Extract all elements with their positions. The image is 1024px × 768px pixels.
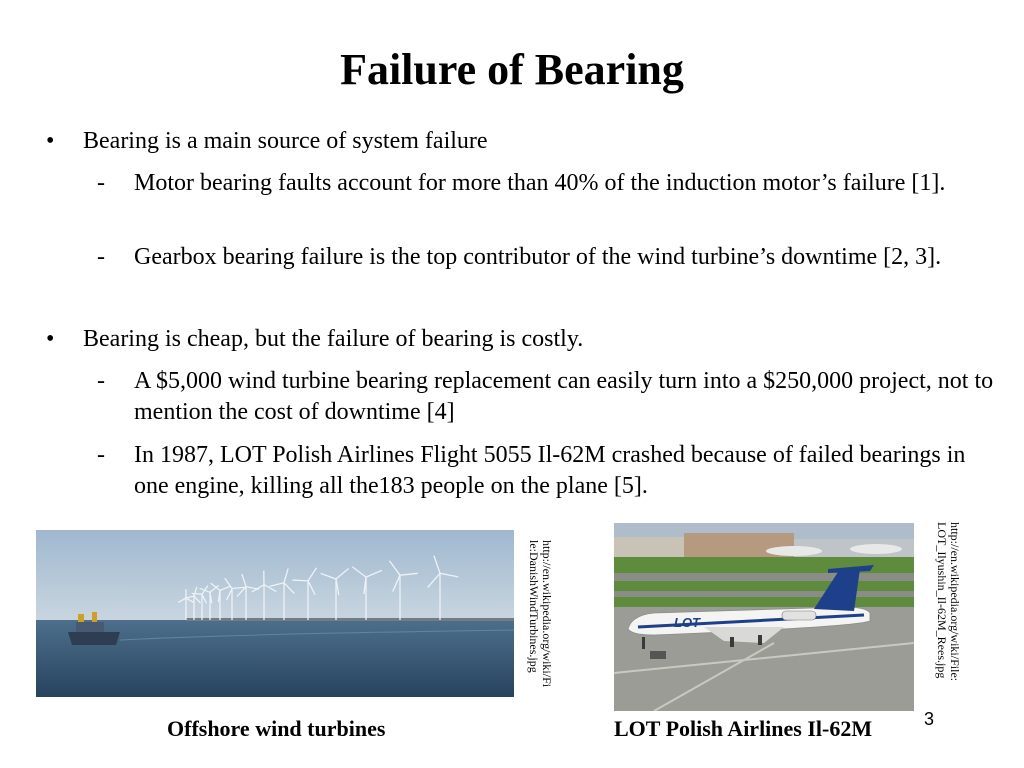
sub-bullet-text: In 1987, LOT Polish Airlines Flight 5055 Il-62M crashed because of failed bearings in one engine, killing all the183 people on the plane [5]. xyxy=(134,442,966,499)
bullet-dot: • xyxy=(46,128,55,154)
bullet-dot: • xyxy=(46,326,55,352)
lot-aircraft-photo xyxy=(614,523,914,711)
left-image-caption: Offshore wind turbines xyxy=(167,716,386,741)
sub-bullet-text: Motor bearing faults account for more than 40% of the induction motor’s failure [1]. xyxy=(134,170,946,196)
sub-bullet-text: Gearbox bearing failure is the top contributor of the wind turbine’s downtime [2, 3]. xyxy=(134,244,942,270)
sub-bullet-text: A $5,000 wind turbine bearing replacement can easily turn into a $250,000 project, not to mention the cost of downtime [4] xyxy=(134,368,994,425)
sub-bullet-dash: - xyxy=(97,244,105,270)
credit-line: le:DanishWindTurbines.jpg xyxy=(527,540,541,673)
livery-text: LOT xyxy=(674,615,700,630)
right-image-credit xyxy=(935,522,961,681)
bullet-text: Bearing is cheap, but the failure of bearing is costly. xyxy=(83,326,584,352)
left-image-credit xyxy=(527,540,553,687)
credit-line: http://en.wikipedia.org/wiki/Fi xyxy=(540,540,554,688)
credit-line: http://en.wikipedia.org/wiki/File: xyxy=(948,522,962,682)
slide-title: Failure of Bearing xyxy=(340,45,684,94)
page-number: 3 xyxy=(924,709,935,729)
bullet-text: Bearing is a main source of system failure xyxy=(83,128,488,154)
offshore-wind-turbines-photo xyxy=(36,530,514,697)
sub-bullet-dash: - xyxy=(97,170,105,196)
right-image-caption: LOT Polish Airlines Il-62M xyxy=(614,716,873,741)
credit-line: LOT_Ilyushin_Il-62M_Rees.jpg xyxy=(935,522,949,679)
sub-bullet-dash: - xyxy=(97,442,105,468)
sub-bullet-dash: - xyxy=(97,368,105,394)
